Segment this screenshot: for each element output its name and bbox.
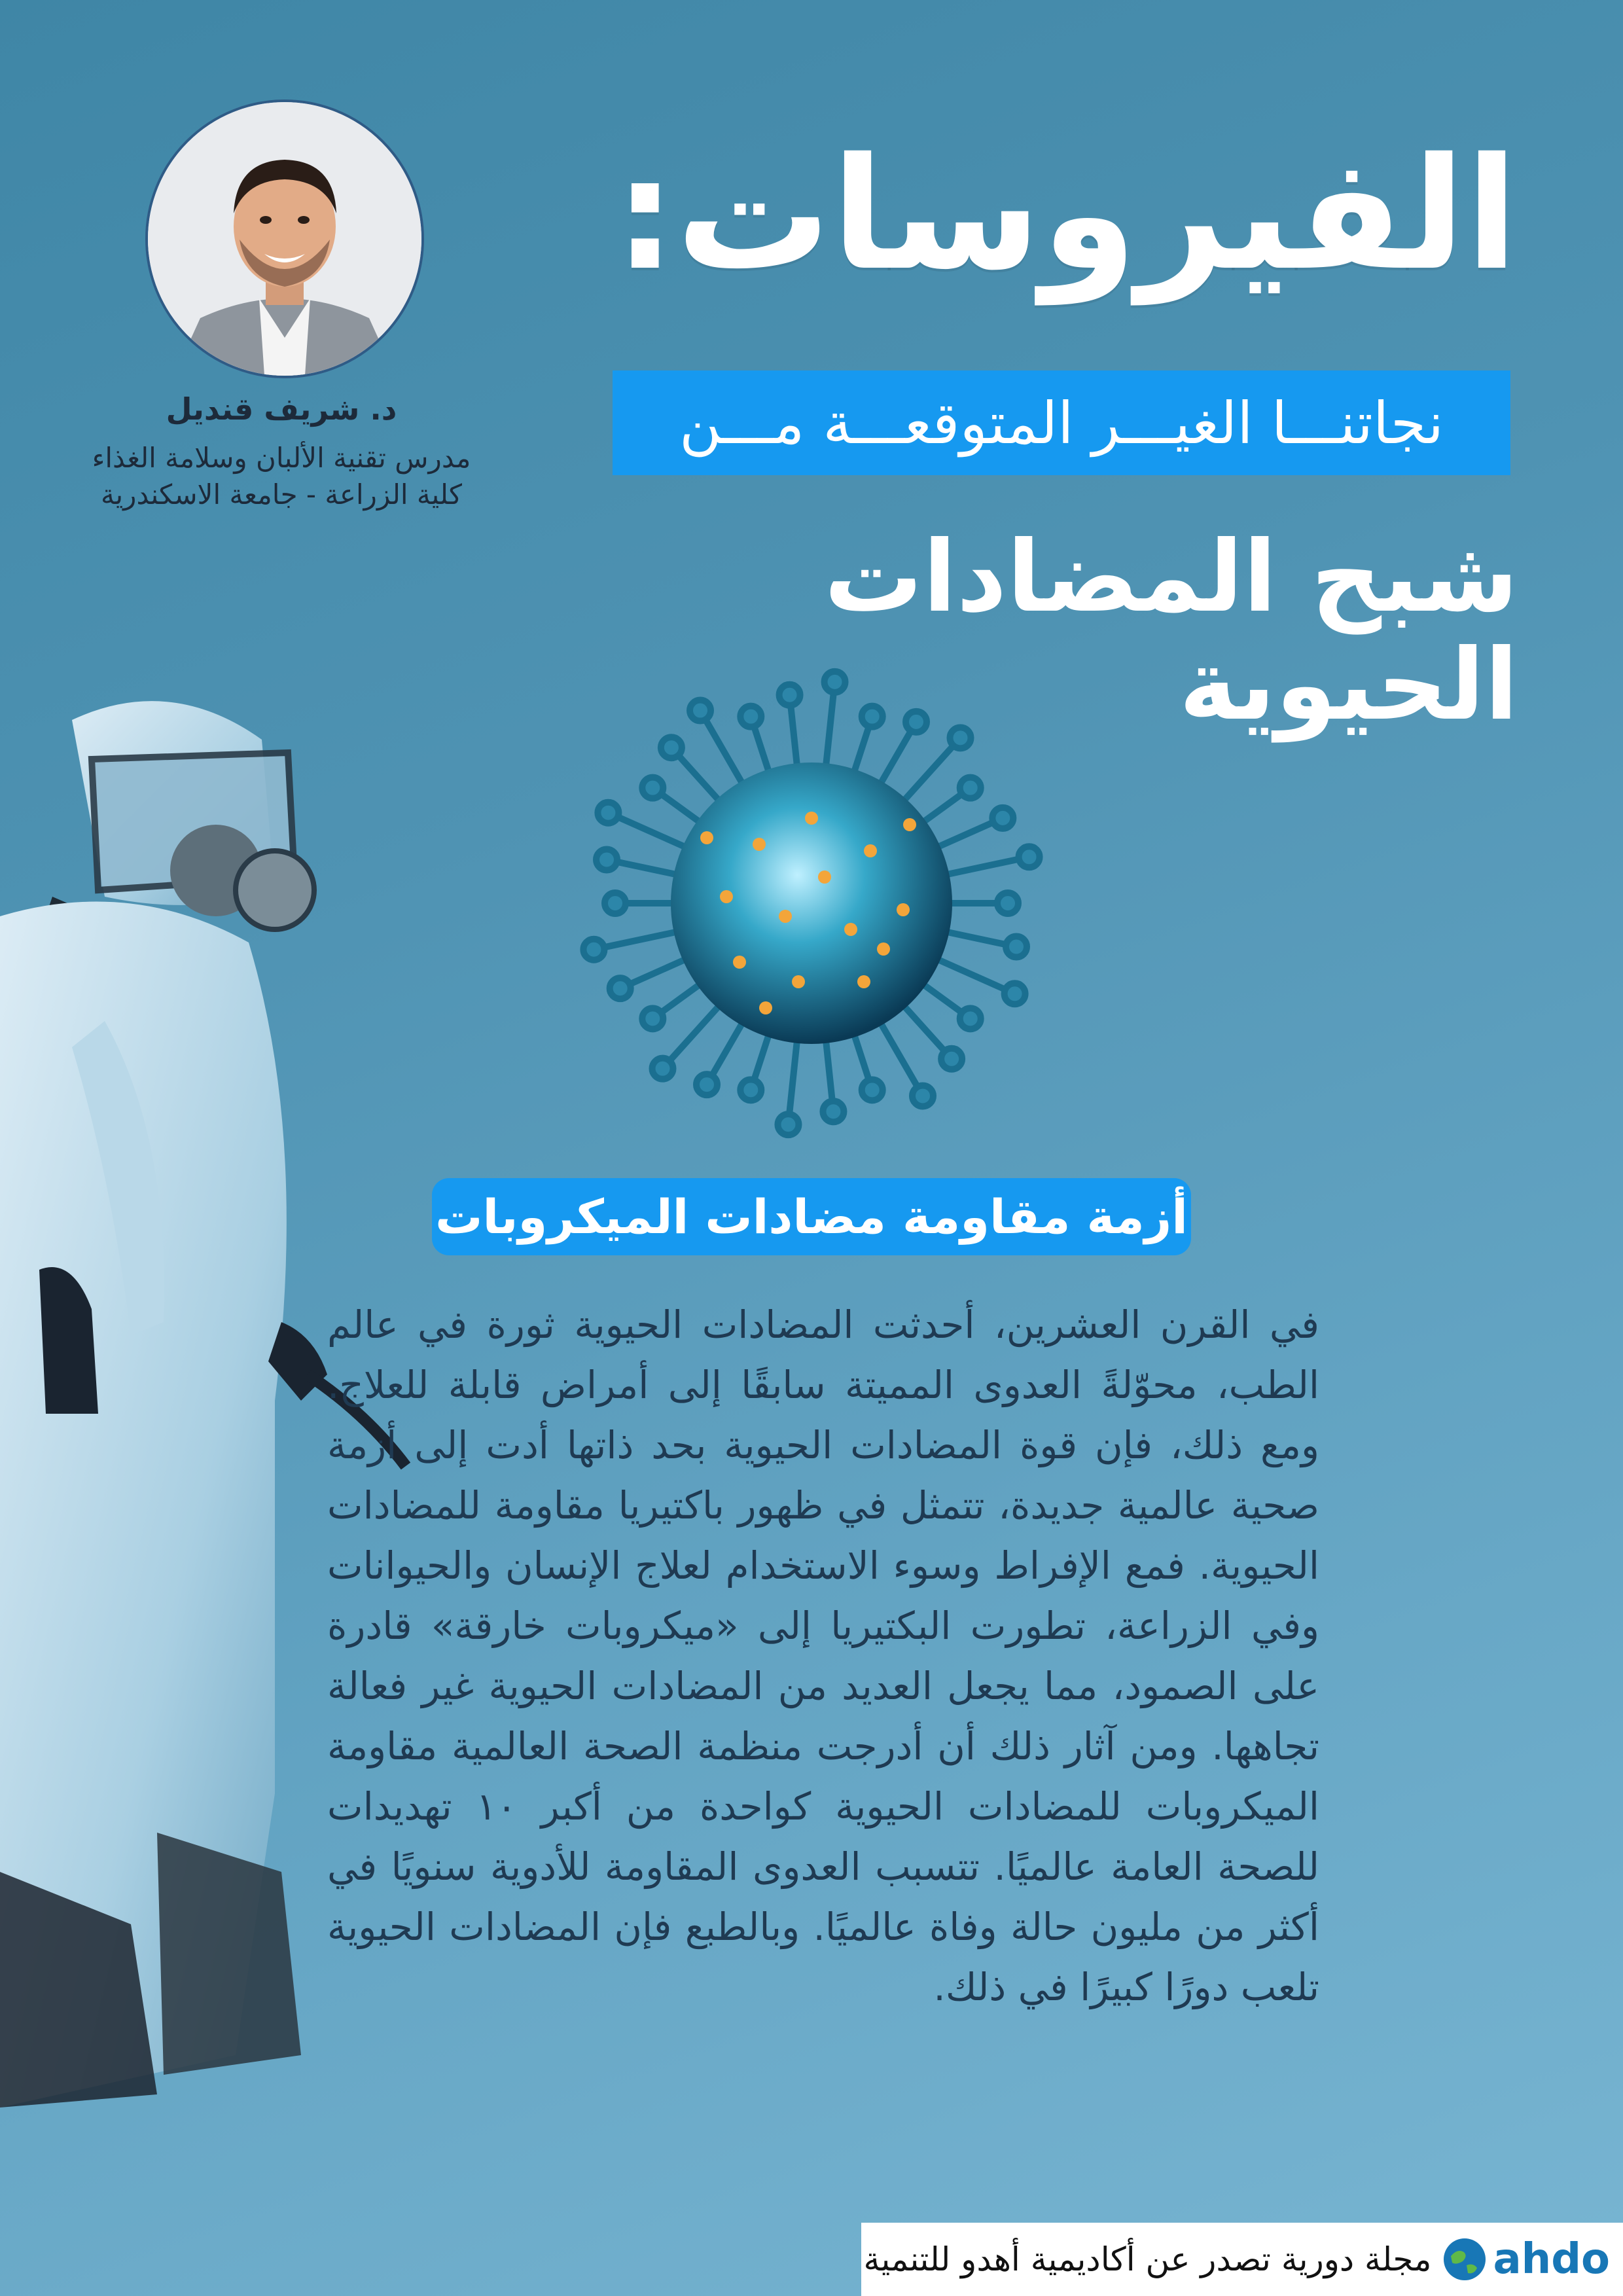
virus-surface-dot: [903, 818, 916, 831]
virus-spike-tip: [642, 778, 663, 798]
virus-spike-tip: [597, 802, 618, 823]
virus-spike-tip: [997, 893, 1018, 914]
virus-spike-tip: [1019, 846, 1040, 867]
virus-spike-tip: [740, 706, 761, 727]
virus-spike-tip: [960, 1008, 981, 1029]
virus-spike-tip: [779, 685, 800, 706]
virus-spike-tip: [642, 1008, 663, 1029]
article-body: في القرن العشرين، أحدثت المضادات الحيوية ثورة في عالم الطب، محوّلةً العدوى المميتة سابقًا إلى أمراض قابلة للعلاج. ومع ذلك، فإن قوة المضادات الحيوية بحد ذاتها أدت إلى أزمة صحية عالمية جديدة، تتمثل في ظهور باكتيريا مقاومة للمضادات الحيوية. فمع الإفراط وسوء الاستخدام لعلاج الإنسان والحيوانات وفي الزراعة، تطورت البكتيريا إلى «ميكروبات خارقة» قادرة على الصمود، مما يجعل العديد من المضادات الحيوية غير فعالة تجاهها. ومن آثار ذلك أن أدرجت منظمة الصحة العالمية مقاومة الميكروبات للمضادات الحيوية كواحدة من أكبر ١٠ تهديدات للصحة العامة عالميًا. تتسبب العدوى المقاومة للأدوية سنويًا في أكثر من مليون حالة وفاة عالميًا. وبالطبع فإن المضادات الحيوية تلعب دورًا كبيرًا في ذلك.: [327, 1302, 1319, 2009]
footer-bar: [861, 2223, 1623, 2296]
virus-spike-tip: [1005, 983, 1026, 1004]
virus-surface-dot: [818, 870, 831, 884]
virus-surface-dot: [857, 975, 870, 988]
virus-spike-tip: [661, 737, 682, 758]
section-heading: أزمة مقاومة مضادات الميكروبات: [435, 1189, 1188, 1244]
logo-text: ahdo: [1493, 2235, 1610, 2284]
virus-surface-dot: [792, 975, 805, 988]
author-name: د. شريف قنديل: [166, 391, 397, 427]
virus-spike-tip: [862, 1079, 883, 1100]
virus-spike-tip: [652, 1058, 673, 1079]
virus-surface-dot: [844, 923, 857, 936]
virus-icon: [524, 655, 1099, 1152]
virus-surface-dot: [779, 910, 792, 923]
virus-surface-dot: [753, 838, 766, 851]
subtitle-text: نجاتنـــا الغيـــر المتوقعـــة مـــن: [679, 389, 1444, 457]
virus-spike-tip: [825, 672, 846, 692]
virus-spike-tip: [690, 700, 711, 721]
virus-spike-tip: [950, 727, 971, 748]
virus-spike-tip: [862, 706, 883, 727]
virus-spike-tip: [696, 1074, 717, 1095]
virus-surface-dot: [700, 831, 713, 844]
virus-spike-tip: [992, 808, 1013, 829]
virus-surface-dot: [897, 903, 910, 916]
footer-text: مجلة دورية تصدر عن أكاديمية أهدو للتنمية: [863, 2240, 1432, 2278]
virus-spike-tip: [610, 978, 631, 999]
page-title: الفيروسات:: [614, 124, 1518, 304]
virus-surface-dot: [805, 812, 818, 825]
virus-illustration: [524, 655, 1099, 1152]
virus-spike-tip: [823, 1101, 844, 1122]
virus-spike-tip: [960, 778, 981, 798]
title-line-3: شبح المضادات الحيوية: [824, 520, 1518, 742]
virus-spike-tip: [912, 1085, 933, 1106]
virus-spike-tip: [596, 849, 617, 870]
virus-spike-tip: [605, 893, 626, 914]
author-bio: مدرس تقنية الألبان وسلامة الغذاء كلية الزراعة - جامعة الاسكندرية: [92, 442, 471, 511]
virus-spike-tip: [777, 1114, 798, 1135]
virus-spike-tip: [941, 1049, 962, 1069]
virus-surface-dot: [720, 890, 733, 903]
virus-surface-dot: [733, 956, 746, 969]
virus-surface-dot: [877, 942, 890, 956]
virus-spike-tip: [740, 1079, 761, 1100]
virus-spike-tip: [906, 711, 927, 732]
author-photo: [145, 99, 424, 378]
author-portrait-icon: [148, 102, 421, 376]
subtitle-banner: [613, 370, 1510, 475]
virus-spike-tip: [1006, 937, 1027, 958]
section-heading-pill: [432, 1178, 1191, 1255]
ahdo-logo: [1442, 2235, 1610, 2284]
virus-surface-dot: [864, 844, 877, 857]
globe-icon: [1442, 2236, 1488, 2282]
virus-surface-dot: [759, 1001, 772, 1014]
virus-spike-tip: [583, 939, 604, 960]
